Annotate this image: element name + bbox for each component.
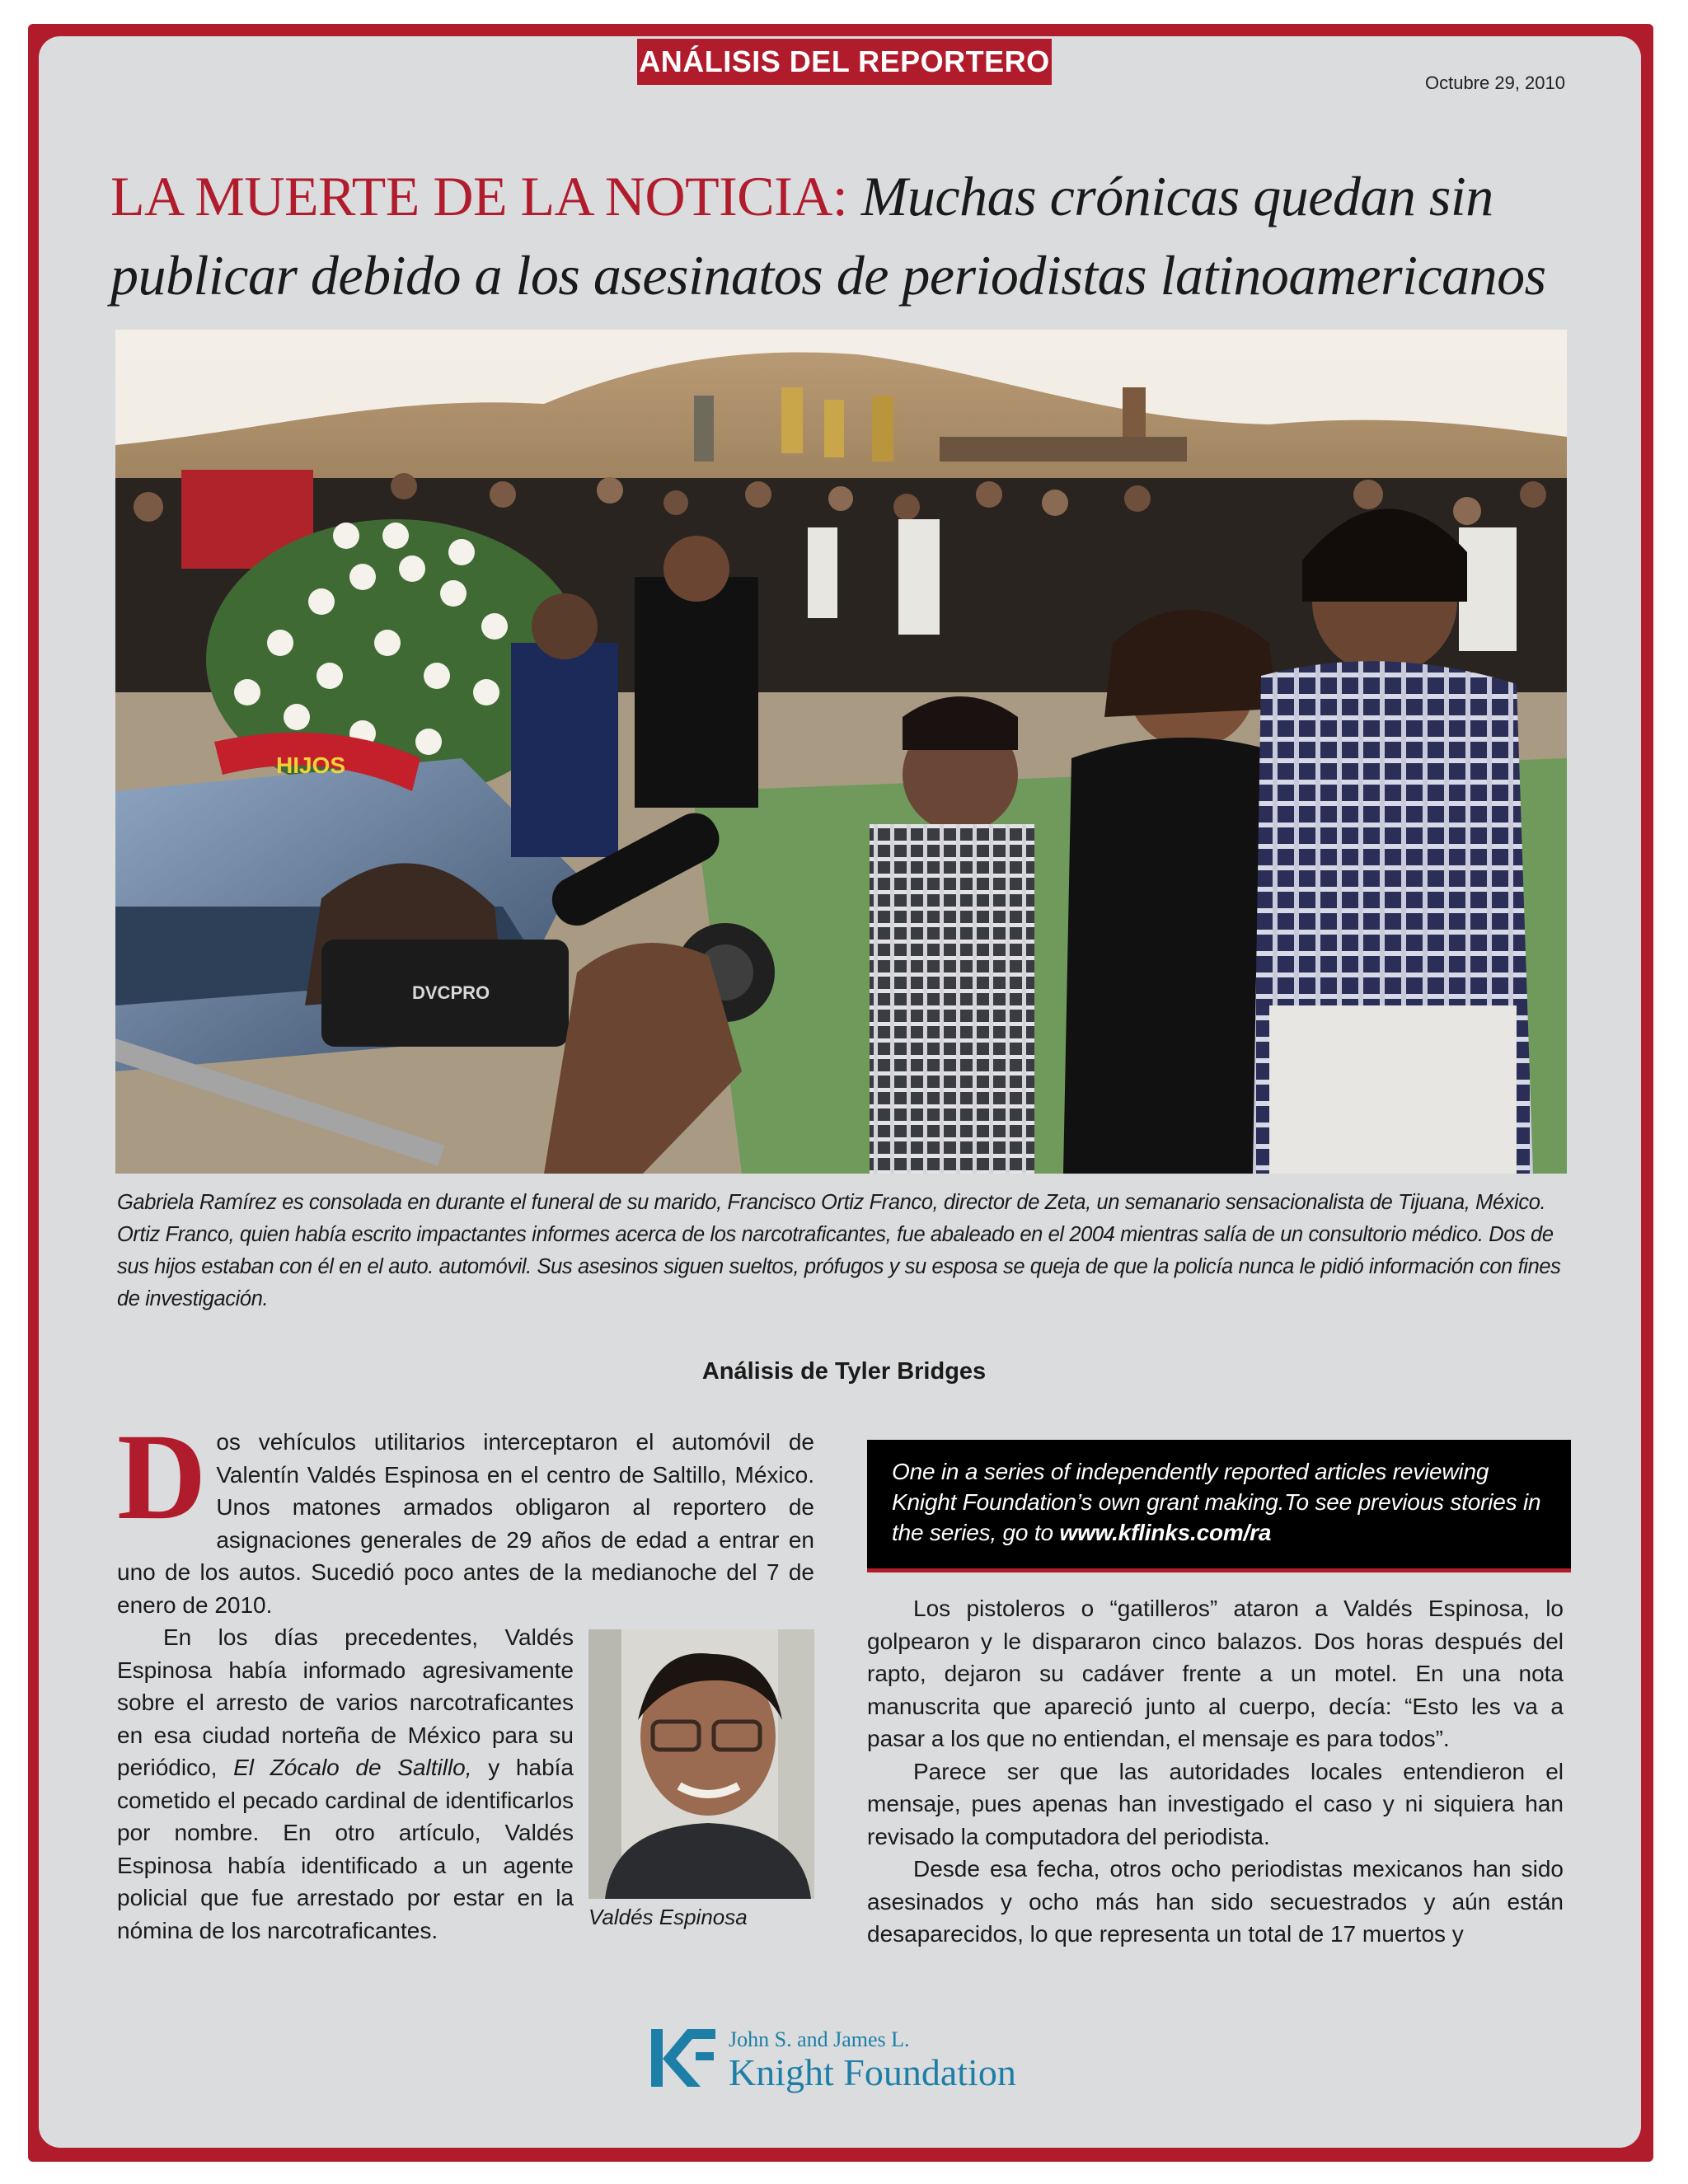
newspaper-name: El Zócalo de Saltillo, [233,1755,472,1780]
article-paragraph-2-start: En los días precedentes, Valdés Espinosa había informado agresivamente sobre el arresto de varios narcotraficantes en esa ciudad norteña de México para su periódico, [117,1624,574,1780]
camera-text: DVCPRO [412,982,490,1003]
series-callout [867,1440,1571,1568]
section-tag: ANÁLISIS DEL REPORTERO [637,39,1052,85]
article-paragraph-1 [117,1408,814,1621]
funeral-photo [115,330,1567,1174]
headline [110,157,1578,315]
drop-cap: D [117,1408,207,1545]
wreath-text: HIJOS [276,752,346,778]
article-paragraph-1-text: os vehículos utilitarios interceptaron el automóvil de Valentín Valdés Espinosa en el centro de Saltillo, México. Unos matones armados obligaron al reportero de asignaciones generales de 29 años de edad a entrar en uno de los autos. Sucedió poco antes de la medianoche del 7 de enero de 2010. [117,1429,814,1618]
article-paragraph-4: Parece ser que las autoridades locales entendieron el mensaje, pues apenas han investigado el caso y ni siquiera han revisado la computadora del periodista. [867,1758,1564,1849]
article-left-column [117,1408,814,1947]
portrait-caption: Valdés Espinosa [588,1905,748,1929]
callout-rule [867,1568,1571,1572]
callout-link[interactable]: www.kflinks.com/ra [1059,1520,1272,1545]
logo-line-2: Knight Foundation [729,2051,1016,2093]
headline-rest-line2: publicar debido a los asesinatos de periodistas latinoamericanos [110,244,1546,307]
callout-text: One in a series of independently reported articles reviewing Knight Foundation’s own grant making.To see previous stories in the series, go to [892,1459,1541,1545]
headline-rest-line1: Muchas crónicas quedan sin [860,165,1493,227]
article-paragraph-2-end: y había cometido el pecado cardinal de identificarlos por nombre. En otro artículo, Valdés Espinosa había identificado a un agente policial que fue arrestado por estar en la nómina de los narcotraficantes. [117,1755,574,1943]
portrait-photo [588,1629,814,1899]
logo-line-1: John S. and James L. [729,2027,910,2051]
byline: Análisis de Tyler Bridges [701,1358,987,1385]
article-paragraph-3: Los pistoleros o “gatilleros” ataron a Valdés Espinosa, lo golpearon y le dispararon cinco balazos. Dos horas después del rapto, dejaron su cadáver frente a un motel. En una nota manuscrita que apareció junto al cuerpo, decía: “Esto les va a pasar a los que no entiendan, el mensaje es para todos”. [867,1596,1564,1751]
headline-lead: LA MUERTE DE LA NOTICIA: [110,165,848,227]
knight-foundation-logo [651,2026,1047,2100]
reporter-portrait [588,1629,814,1930]
article-right-column [867,1592,1564,1951]
article-paragraph-5: Desde esa fecha, otros ocho periodistas mexicanos han sido asesinados y ocho más han sido secuestrados y aún están desaparecidos, lo que representa un total de 17 muertos y [867,1856,1564,1947]
photo-caption: Gabriela Ramírez es consolada en durante el funeral de su marido, Francisco Ortiz Franco, director de Zeta, un semanario sensacionalista de Tijuana, México. Ortiz Franco, quien había escrito impactantes informes acerca de los narcotraficantes, fue abaleado en el 2004 mientras salía de un consultorio médico. Dos de sus hijos estaban con él en el auto. automóvil. Sus asesinos siguen sueltos, prófugos y su esposa se queja de que la policía nunca le pidió información con fines de investigación. [117,1191,1561,1310]
kf-logo-icon [651,2026,715,2090]
publication-date: Octubre 29, 2010 [1424,73,1565,93]
